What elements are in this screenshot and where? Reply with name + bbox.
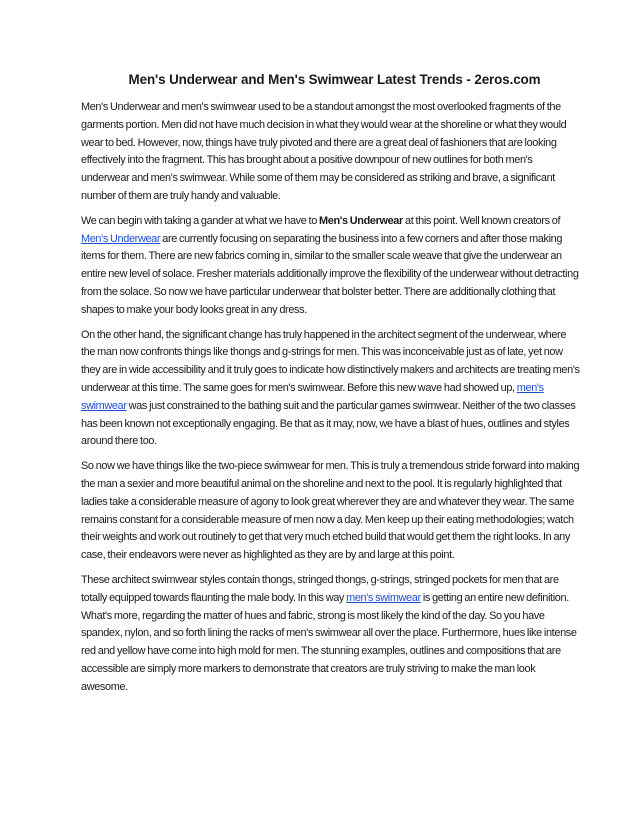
paragraph-2-text-middle: at this point. Well known creators of xyxy=(402,214,561,227)
paragraph-1-text: Men's Underwear and men's swimwear used to be a standout amongst the most overlooked fragments of the garments portion. Men did not have much decision in what they would wear at the shoreline or what they would wear to bed. However, now, things have truly pivoted and there are a great deal of fashioners that are looking effectively into the fragment. This has brought about a positive downpour of new outlines for both men's underwear and men's swimwear. While some of them may be considered as striking and brave, a significant number of them are truly handy and valuable. xyxy=(81,101,567,202)
document-title: Men's Underwear and Men's Swimwear Latest Trends - 2eros.com xyxy=(128,72,541,87)
paragraph-1 xyxy=(81,99,580,206)
paragraph-4 xyxy=(81,458,580,565)
paragraph-2 xyxy=(81,213,580,320)
paragraph-3-text-end: was just constrained to the bathing suit and the particular games swimwear. Neither of the two classes has been known not exceptionally engaging. Be that as it may, now, we have a blast of hues, outlines and styles around there too. xyxy=(81,399,576,448)
mens-swimwear-link-1[interactable]: men's swimwear xyxy=(81,381,544,412)
paragraph-5-text-end: is getting an entire new definition. What's more, regarding the matter of hues and fabric, strong is most likely the kind of the day. So you have spandex, nylon, and so forth lining the racks of men's swimwear all over the place. Furthermore, hues like intense red and yellow have come into high mold for men. The stunning examples, outlines and compositions that are accessible are simply more markers to demonstrate that creators are truly striving to make the man look awesome. xyxy=(81,591,577,693)
bold-mens-underwear: Men's Underwear xyxy=(319,214,403,227)
paragraph-3-text-start: On the other hand, the significant change has truly happened in the architect segment of the underwear, where the man now confronts things like thongs and g-strings for men. This was inconceivable just as of late, yet now they are in wide accessibility and it truly goes to indicate how distinctively makers and architects are treating men's underwear at this time. The same goes for men's swimwear. Before this new wave had showed up, xyxy=(81,328,580,394)
paragraph-5-text-start: These architect swimwear styles contain thongs, stringed thongs, g-strings, stringed pockets for men that are totally equipped towards flaunting the male body. In this way xyxy=(81,573,559,604)
paragraph-5 xyxy=(81,572,580,697)
paragraph-3 xyxy=(81,327,580,452)
paragraph-4-text: So now we have things like the two-piece swimwear for men. This is truly a tremendous stride forward into making the man a sexier and more beautiful animal on the shoreline and next to the pool. It is regularly highlighted that ladies take a considerable measure of agony to look great wherever they are and whatever they wear. The same remains constant for a considerable measure of men now a day. Men keep up their eating methodologies; watch their weights and work out routinely to get that very much etched build that would get them the right looks. In any case, their endeavors were never as highlighted as they are by and large at this point. xyxy=(81,460,580,562)
mens-underwear-link[interactable]: Men's Underwear xyxy=(81,232,161,245)
mens-swimwear-link-2[interactable]: men's swimwear xyxy=(346,591,421,604)
paragraph-2-text-start: We can begin with taking a gander at what we have to xyxy=(81,214,320,227)
paragraph-2-text-end: are currently focusing on separating the business into a few corners and after those making items for them. There are new fabrics coming in, similar to the smaller scale weave that give the underwear an entire new level of solace. Fresher materials additionally improve the flexibility of the underwear without detracting from the solace. So now we have particular underwear that bolster better. There are additionally clothing that shapes to make your body looks great in any dress. xyxy=(81,232,579,316)
